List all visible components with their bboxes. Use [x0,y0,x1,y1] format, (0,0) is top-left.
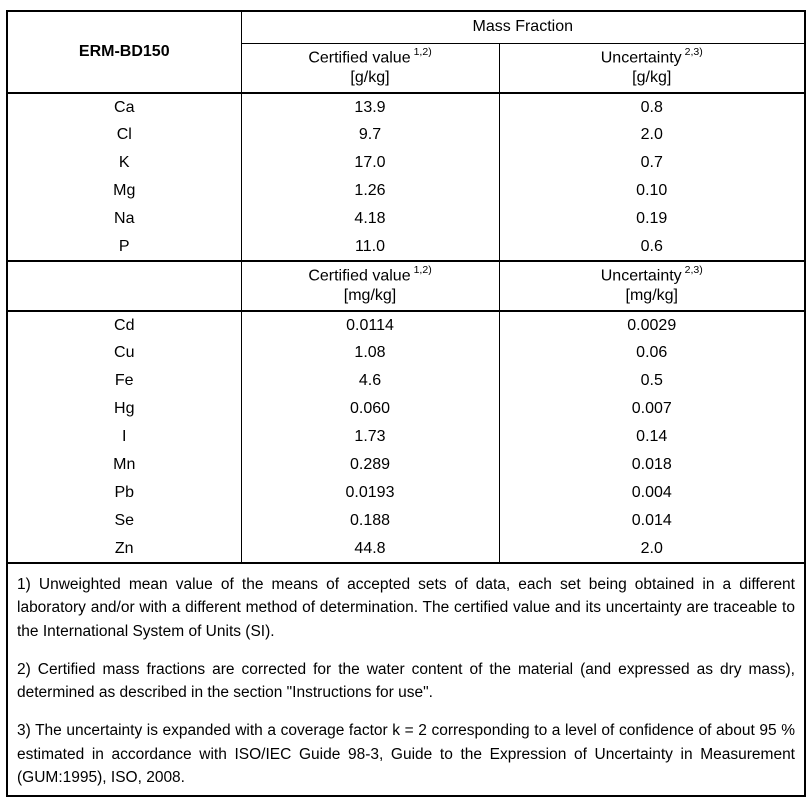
element-cell: Mn [7,451,241,479]
certified-value-cell: 17.0 [241,149,499,177]
uncertainty-cell: 0.5 [499,367,805,395]
uncertainty-label: Uncertainty $^{2,3)}$ [600,264,703,285]
footnote-1: 1) Unweighted mean value of the means of accepted sets of data, each set being obtained in a different laboratory and/or with a different method of determination. The certified value and its uncertainty are traceable to the International System of Units (SI). [17,576,795,640]
element-cell: Se [7,507,241,535]
uncertainty-cell: 0.6 [499,233,805,261]
table-row [7,507,805,535]
certified-value-cell: 0.0193 [241,479,499,507]
table-row [7,93,805,121]
table-row [7,423,805,451]
uncertainty-cell: 2.0 [499,121,805,149]
uncertainty-cell: 0.018 [499,451,805,479]
gkg-section [7,93,805,261]
certified-value-header-mgkg [241,261,499,311]
uncertainty-cell: 0.8 [499,93,805,121]
table-row [7,149,805,177]
element-cell: Mg [7,177,241,205]
certified-value-header-gkg [241,43,499,93]
mass-fraction-table [6,10,806,797]
table-row [7,339,805,367]
table-row [7,395,805,423]
table-row [7,451,805,479]
table-header [7,11,805,93]
certified-value-cell: 4.18 [241,205,499,233]
element-cell: Hg [7,395,241,423]
unit-label-mgkg: [mg/kg] [343,286,397,304]
table-row [7,479,805,507]
certified-value-cell: 0.0114 [241,311,499,339]
element-cell: P [7,233,241,261]
element-cell: Cl [7,121,241,149]
certified-value-cell: 44.8 [241,535,499,563]
certified-value-cell: 0.060 [241,395,499,423]
uncertainty-cell: 0.7 [499,149,805,177]
uncertainty-cell: 0.007 [499,395,805,423]
element-cell: Zn [7,535,241,563]
empty-cell [7,261,241,311]
certified-value-cell: 1.26 [241,177,499,205]
uncertainty-cell: 2.0 [499,535,805,563]
uncertainty-label: Uncertainty $^{2,3)}$ [600,46,703,67]
element-cell: Pb [7,479,241,507]
certified-value-cell: 13.9 [241,93,499,121]
footnote-ref-12: 1,2) [413,264,432,277]
element-cell: Cd [7,311,241,339]
element-cell: K [7,149,241,177]
subheader-row-mgkg [7,261,805,311]
footnote-ref-12: 1,2) [413,46,432,59]
unit-label-gkg: [g/kg] [632,68,672,86]
element-cell: Na [7,205,241,233]
footnote-ref-23: 2,3) [684,264,703,277]
footnotes-row [7,563,805,796]
table-row [7,233,805,261]
element-cell: Cu [7,339,241,367]
footnote-2: 2) Certified mass fractions are corrected for the water content of the material (and expressed as dry mass), determined as described in the section "Instructions for use". [17,660,795,701]
uncertainty-cell: 0.014 [499,507,805,535]
element-cell: Ca [7,93,241,121]
certified-value-cell: 0.188 [241,507,499,535]
element-cell: Fe [7,367,241,395]
mgkg-section [7,311,805,563]
uncertainty-cell: 0.19 [499,205,805,233]
certified-value-label: Certified value $^{1,2)}$ [308,264,432,285]
unit-label-gkg: [g/kg] [350,68,390,86]
uncertainty-cell: 0.0029 [499,311,805,339]
table-row [7,367,805,395]
footnote-ref-23: 2,3) [684,46,703,59]
footnotes-cell [7,563,805,796]
table-row [7,177,805,205]
uncertainty-header-gkg [499,43,805,93]
table-row [7,535,805,563]
footnotes-section [7,563,805,796]
unit-label-mgkg: [mg/kg] [625,286,678,304]
certified-value-label: Certified value $^{1,2)}$ [308,46,432,67]
uncertainty-cell: 0.004 [499,479,805,507]
table-row [7,205,805,233]
certified-value-cell: 9.7 [241,121,499,149]
mass-fraction-header: Mass Fraction [241,11,805,43]
uncertainty-cell: 0.14 [499,423,805,451]
uncertainty-cell: 0.10 [499,177,805,205]
certified-value-cell: 1.73 [241,423,499,451]
group-header-row [7,11,805,43]
table-row [7,311,805,339]
certified-value-cell: 4.6 [241,367,499,395]
footnote-3: 3) The uncertainty is expanded with a coverage factor k = 2 corresponding to a level of confidence of about 95 % estimated in accordance with ISO/IEC Guide 98-3, Guide to the Expression of Uncertainty in Measurement (GUM:1995), ISO, 2008. [17,722,795,786]
element-cell: I [7,423,241,451]
certified-value-cell: 0.289 [241,451,499,479]
uncertainty-header-mgkg [499,261,805,311]
material-id-label: ERM-BD150 [7,11,241,93]
uncertainty-cell: 0.06 [499,339,805,367]
table-row [7,121,805,149]
mid-header [7,261,805,311]
certified-value-cell: 11.0 [241,233,499,261]
certified-value-cell: 1.08 [241,339,499,367]
